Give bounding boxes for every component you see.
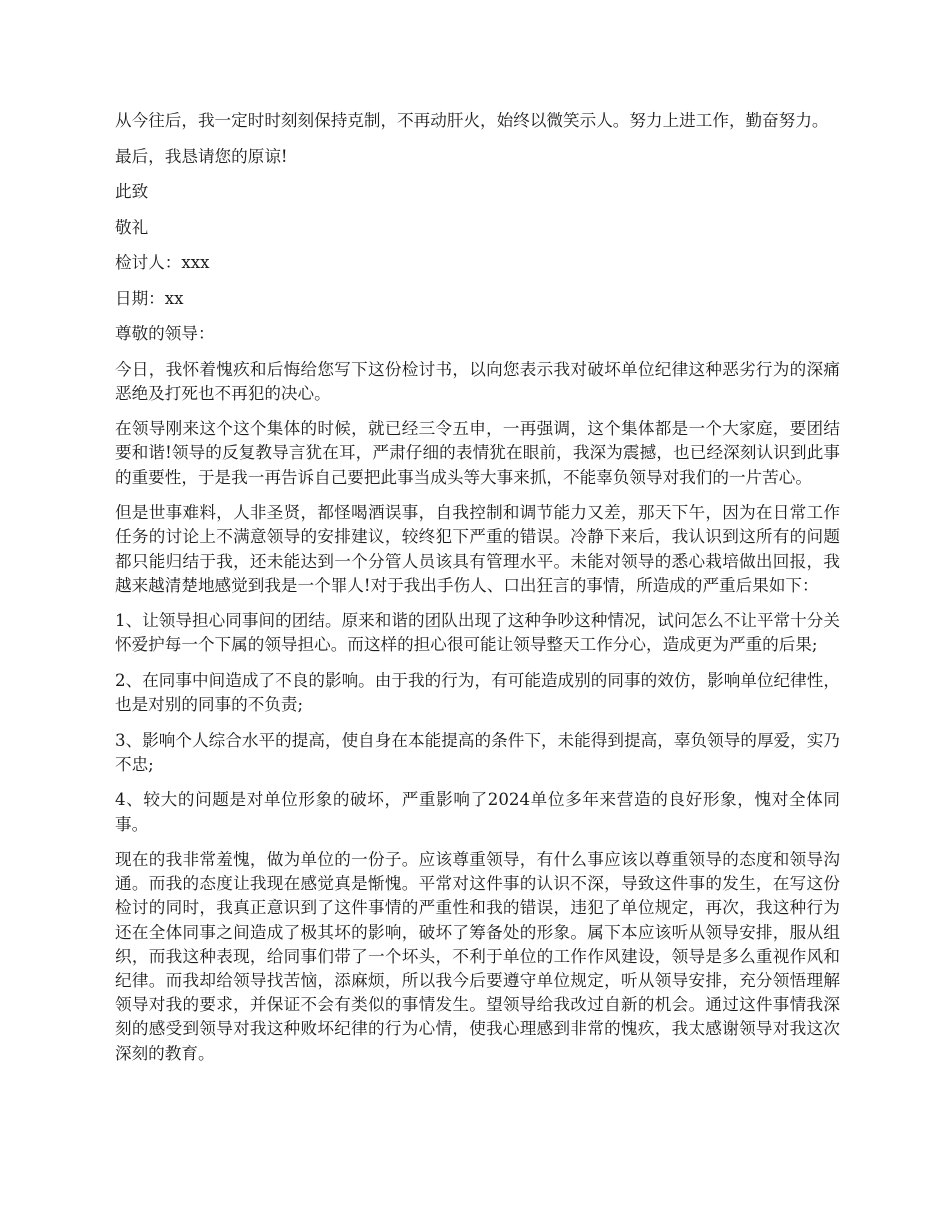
consequence-item-3: 3、影响个人综合水平的提高，使自身在本能提高的条件下，未能得到提高，辜负领导的厚爱，实乃不忠; xyxy=(115,730,840,774)
paragraph-closing-promise: 从今往后，我一定时时刻刻保持克制，不再动肝火，始终以微笑示人。努力上进工作，勤奋努力。 xyxy=(115,111,829,130)
greeting-line: 尊敬的领导： xyxy=(115,324,215,343)
paragraph-forgiveness-request: 最后，我恳请您的原谅! xyxy=(115,146,288,166)
salutation-cizhi: 此致 xyxy=(115,182,149,201)
date-line: 日期：xx xyxy=(115,288,184,308)
salutation-jingli: 敬礼 xyxy=(115,217,149,237)
consequence-item-4: 4、较大的问题是对单位形象的破坏，严重影响了2024单位多年来营造的良好形象，愧对全体同事。 xyxy=(115,790,840,834)
paragraph-reflection: 现在的我非常羞愧，做为单位的一份子。应该尊重领导，有什么事应该以尊重领导的态度和领导沟通。而我的态度让我现在感觉真是惭愧。平常对这件事的认识不深，导致这件事的发生，在写这份检讨的同时，我真正意识到了这件事情的严重性和我的错误，违犯了单位规定，再次，我这种行为还在全体同事之间造成了极其坏的影响，破坏了筹备处的形象。属下本应该听从领导安排，服从组织，而我这种表现，给同事们带了一个坏头，不利于单位的工作作风建设，领导是多么重视作风和纪律。而我却给领导找苦恼，添麻烦，所以我今后要遵守单位规定，听从领导安排，充分领悟理解领导对我的要求，并保证不会有类似的事情发生。望领导给我改过自新的机会。通过这件事情我深刻的感受到领导对我这种败坏纪律的行为心情，使我心理感到非常的愧疚，我太感谢领导对我这次深刻的教育。 xyxy=(115,850,840,1063)
paragraph-intro: 今日，我怀着愧疚和后悔给您写下这份检讨书，以向您表示我对破坏单位纪律这种恶劣行为的深痛恶绝及打死也不再犯的决心。 xyxy=(115,359,840,403)
paragraph-incident: 但是世事难料，人非圣贤，都怪喝酒误事，自我控制和调节能力又差，那天下午，因为在日常工作任务的讨论上不满意领导的安排建议，较终犯下严重的错误。冷静下来后，我认识到这所有的问题都只能归结于我，还未能达到一个分管人员该具有管理水平。未能对领导的悉心栽培做出回报，我越来越清楚地感觉到我是一个罪人!对于我出手伤人、口出狂言的事情，所造成的严重后果如下： xyxy=(115,503,840,595)
consequence-item-1: 1、让领导担心同事间的团结。原来和谐的团队出现了这种争吵这种情况，试问怎么不让平常十分关怀爱护每一个下属的领导担心。而这样的担心很可能让领导整天工作分心，造成更为严重的后果; xyxy=(115,611,840,655)
paragraph-background: 在领导刚来这个这个集体的时候，就已经三令五申，一再强调，这个集体都是一个大家庭，要团结要和谐!领导的反复教导言犹在耳，严肃仔细的表情犹在眼前，我深为震撼，也已经深刻认识到此事的重要性，于是我一再告诉自己要把此事当成头等大事来抓，不能辜负领导对我们的一片苦心。 xyxy=(115,419,840,487)
consequence-item-2: 2、在同事中间造成了不良的影响。由于我的行为，有可能造成别的同事的效仿，影响单位纪律性，也是对别的同事的不负责; xyxy=(115,670,840,715)
author-line: 检讨人：xxx xyxy=(115,253,210,272)
document-body xyxy=(115,109,840,1077)
